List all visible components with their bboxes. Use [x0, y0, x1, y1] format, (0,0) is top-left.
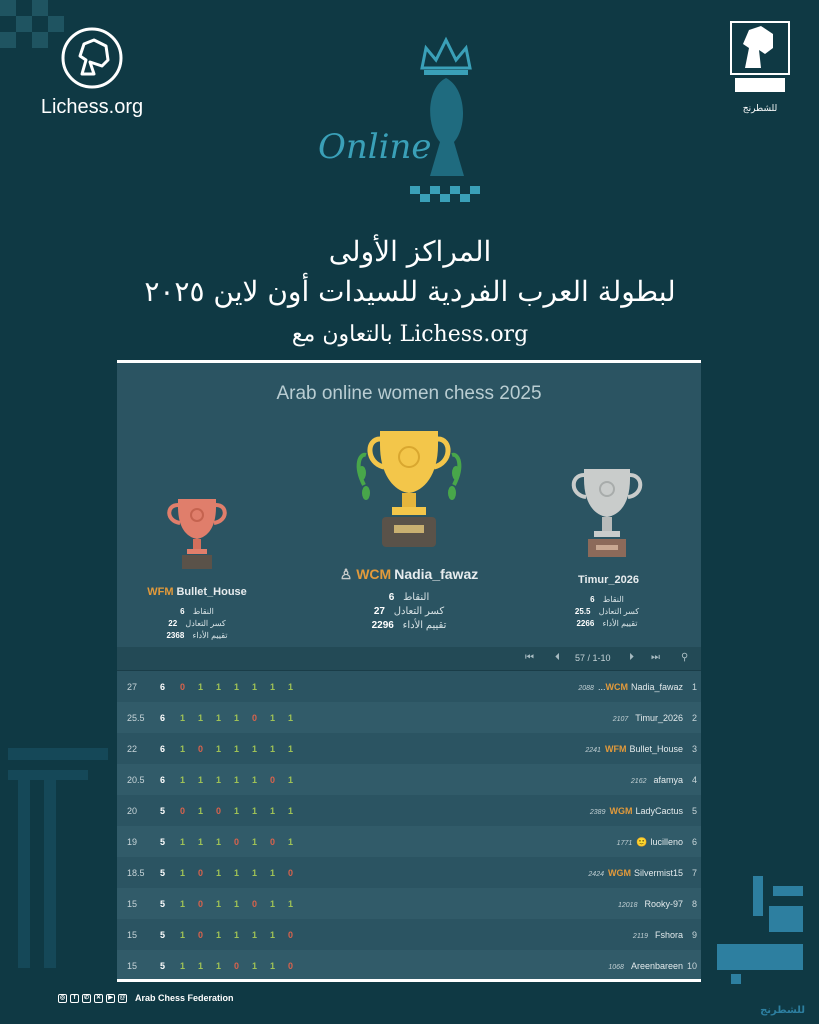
- score-cell: 5: [160, 837, 166, 847]
- points-label: النقاط: [192, 607, 214, 616]
- result-cell: 0: [270, 837, 276, 847]
- silver-trophy-icon: [562, 463, 652, 563]
- player-rating: 2119: [632, 933, 648, 940]
- result-cell: 0: [252, 899, 258, 909]
- result-cell: 1: [252, 837, 258, 847]
- result-cell: 1: [180, 930, 186, 940]
- player-name: LadyCactus: [635, 806, 683, 816]
- podium-first-name: [317, 566, 501, 583]
- player-cell[interactable]: [585, 744, 683, 754]
- podium-first-title: WCM: [356, 566, 392, 582]
- result-cell: 0: [180, 806, 186, 816]
- rank-cell: 5: [691, 806, 697, 816]
- player-cell[interactable]: [608, 961, 683, 971]
- player-name: Rooky-97: [644, 899, 683, 909]
- result-cell: 1: [252, 775, 258, 785]
- result-cell: 1: [216, 899, 222, 909]
- performance-label: تقييم الأداء: [192, 631, 228, 640]
- result-cell: 1: [234, 775, 240, 785]
- performance-value: 2368: [166, 631, 185, 640]
- score-cell: 5: [160, 868, 166, 878]
- rank-cell: 7: [691, 868, 697, 878]
- result-cell: 1: [288, 682, 294, 692]
- search-icon[interactable]: ⚲: [681, 652, 689, 663]
- result-cell: 1: [180, 961, 186, 971]
- result-cell: 1: [270, 868, 276, 878]
- result-cell: 1: [252, 930, 258, 940]
- podium-third-username: Bullet_House: [176, 586, 247, 598]
- points-value: 6: [388, 592, 395, 603]
- score-cell: 6: [160, 713, 166, 723]
- result-cell: 0: [198, 899, 204, 909]
- result-cell: 1: [252, 682, 258, 692]
- table-row[interactable]: [117, 950, 701, 981]
- table-row[interactable]: [117, 826, 701, 857]
- score-cell: 5: [160, 899, 166, 909]
- player-title: WCM: [605, 682, 628, 692]
- player-name: Nadia_fawaz: [630, 682, 683, 692]
- points-label: النقاط: [403, 592, 430, 603]
- result-cell: 1: [234, 806, 240, 816]
- result-cell: 1: [216, 837, 222, 847]
- performance-label: تقييم الأداء: [402, 620, 447, 631]
- result-cell: 1: [234, 930, 240, 940]
- results-cell: [180, 837, 306, 847]
- result-cell: 0: [234, 961, 240, 971]
- result-cell: 1: [198, 713, 204, 723]
- results-cell: [180, 806, 306, 816]
- rank-cell: 10: [686, 961, 697, 971]
- player-name: lucilleno: [650, 837, 683, 847]
- tournament-panel: [117, 360, 701, 982]
- results-cell: [180, 682, 306, 692]
- player-title: WGM: [609, 806, 633, 816]
- tiebreak-value: 22: [168, 619, 178, 628]
- results-cell: [180, 961, 306, 971]
- page-range: 57 / 1-10: [575, 653, 611, 663]
- result-cell: 1: [216, 930, 222, 940]
- score-cell: 6: [160, 775, 166, 785]
- result-cell: 1: [198, 837, 204, 847]
- result-cell: 1: [216, 713, 222, 723]
- result-cell: 1: [234, 713, 240, 723]
- next-page-icon[interactable]: ⏵: [629, 652, 634, 663]
- result-cell: 1: [216, 682, 222, 692]
- podium-first[interactable]: [317, 425, 501, 633]
- rank-cell: 8: [691, 899, 697, 909]
- results-cell: [180, 930, 306, 940]
- tournament-title: Arab online women chess 2025: [276, 383, 542, 404]
- table-row[interactable]: [117, 702, 701, 733]
- pawn-icon: ♙: [339, 566, 353, 582]
- podium-second[interactable]: [547, 463, 667, 630]
- youtube-icon[interactable]: ▶: [106, 994, 115, 1003]
- result-cell: 1: [180, 899, 186, 909]
- result-cell: 1: [216, 775, 222, 785]
- rank-cell: 2: [691, 713, 697, 723]
- result-cell: 1: [180, 837, 186, 847]
- result-cell: 1: [216, 868, 222, 878]
- result-cell: 1: [270, 961, 276, 971]
- tiebreak-cell: 15: [127, 961, 138, 971]
- result-cell: 1: [180, 713, 186, 723]
- podium-second-name: [547, 574, 667, 586]
- federation-name: Arab Chess Federation: [135, 993, 234, 1003]
- result-cell: 1: [270, 713, 276, 723]
- facebook-icon[interactable]: f: [70, 994, 79, 1003]
- svg-text:Online: Online: [318, 127, 432, 167]
- result-cell: 1: [288, 806, 294, 816]
- rank-cell: 9: [691, 930, 697, 940]
- federation-wordmark-icon: [713, 876, 805, 996]
- knight-icon: [60, 26, 124, 90]
- player-rating: 2424: [588, 871, 604, 878]
- results-cell: [180, 868, 306, 878]
- result-cell: 1: [180, 868, 186, 878]
- tiebreak-label: كسر التعادل: [393, 606, 445, 617]
- rank-cell: 3: [691, 744, 697, 754]
- table-row[interactable]: [117, 795, 701, 826]
- tiebreak-cell: 19: [127, 837, 138, 847]
- result-cell: 0: [216, 806, 222, 816]
- result-cell: 1: [288, 775, 294, 785]
- online-emblem: [318, 26, 498, 211]
- table-row[interactable]: [117, 671, 701, 702]
- tiebreak-cell: 20: [127, 806, 138, 816]
- player-name: Silvermist15: [633, 868, 683, 878]
- result-cell: 1: [234, 899, 240, 909]
- headline-line-3: بالتعاون مع Lichess.org: [291, 322, 529, 347]
- federation-knight-icon: [727, 18, 793, 100]
- podium-third-name: [137, 586, 257, 598]
- result-cell: 0: [180, 682, 186, 692]
- player-rating: 1068: [608, 964, 624, 971]
- standings-pager: [117, 647, 701, 671]
- player-rating: 2389: [589, 809, 606, 816]
- result-cell: 0: [252, 713, 258, 723]
- podium-first-username: Nadia_fawaz: [394, 566, 479, 582]
- result-cell: 1: [198, 961, 204, 971]
- table-row[interactable]: [117, 888, 701, 919]
- performance-value: 2266: [576, 619, 595, 628]
- points-label: النقاط: [602, 595, 624, 604]
- headline: [100, 232, 720, 354]
- headline-line-1: المراكز الأولى: [328, 235, 492, 268]
- player-rating: 2241: [585, 747, 601, 754]
- result-cell: 1: [270, 899, 276, 909]
- result-cell: 1: [252, 868, 258, 878]
- podium-third[interactable]: [137, 495, 257, 642]
- instagram-icon[interactable]: ◎: [59, 994, 66, 1001]
- table-row[interactable]: [117, 919, 701, 950]
- tiebreak-label: كسر التعادل: [185, 619, 226, 628]
- prev-page-icon[interactable]: ⏴: [555, 652, 560, 663]
- score-cell: 6: [160, 744, 166, 754]
- rank-cell: 6: [691, 837, 697, 847]
- gold-trophy-icon: [344, 425, 474, 555]
- tiebreak-value: 25.5: [574, 607, 591, 616]
- rank-cell: 1: [691, 682, 697, 692]
- lichess-logo: [32, 26, 152, 119]
- result-cell: 1: [198, 682, 204, 692]
- federation-caption: للشطرنج: [742, 104, 778, 114]
- result-cell: 0: [270, 775, 276, 785]
- player-name: Areenbareen: [630, 961, 683, 971]
- table-row[interactable]: [117, 857, 701, 888]
- player-rating: 12018: [618, 902, 638, 909]
- tiebreak-cell: 20.5: [127, 775, 145, 785]
- table-row[interactable]: [117, 733, 701, 764]
- results-cell: [180, 899, 306, 909]
- player-cell[interactable]: [633, 930, 683, 940]
- logo-watermark-left: [8, 748, 108, 968]
- podium-second-stats: [547, 594, 667, 630]
- queen-emblem-icon: [318, 26, 498, 211]
- result-cell: 1: [252, 744, 258, 754]
- tiebreak-cell: 27: [127, 682, 138, 692]
- result-cell: 1: [234, 868, 240, 878]
- score-cell: 5: [160, 961, 166, 971]
- performance-label: تقييم الأداء: [602, 619, 638, 628]
- result-cell: 1: [270, 682, 276, 692]
- result-cell: 1: [252, 961, 258, 971]
- player-cell[interactable]: [588, 868, 683, 878]
- result-cell: 1: [270, 744, 276, 754]
- player-cell[interactable]: [618, 899, 683, 909]
- score-cell: 5: [160, 806, 166, 816]
- results-cell: [180, 713, 306, 723]
- social-footer: [58, 993, 234, 1003]
- result-cell: 0: [198, 868, 204, 878]
- player-title: WGM: [607, 868, 631, 878]
- result-cell: 1: [216, 744, 222, 754]
- logo-watermark-right: [713, 876, 805, 1016]
- result-cell: 0: [288, 868, 294, 878]
- tiebreak-cell: 15: [127, 930, 138, 940]
- result-cell: 1: [288, 899, 294, 909]
- wordmark-caption: للشطرنج: [760, 1005, 805, 1016]
- points-value: 6: [180, 607, 185, 616]
- x-icon[interactable]: ✕: [95, 994, 102, 1001]
- results-cell: [180, 775, 306, 785]
- lichess-name: Lichess.org: [40, 96, 144, 118]
- player-cell[interactable]: [590, 806, 683, 816]
- player-name: afamya: [653, 775, 683, 785]
- player-prefix: ...: [597, 682, 606, 692]
- tiebreak-cell: 22: [127, 744, 138, 754]
- tiebreak-cell: 18.5: [127, 868, 145, 878]
- player-cell[interactable]: [631, 775, 683, 785]
- podium-second-username: Timur_2026: [578, 574, 639, 586]
- federation-logo: [727, 18, 793, 114]
- results-cell: [180, 744, 306, 754]
- result-cell: 1: [180, 744, 186, 754]
- result-cell: 0: [288, 961, 294, 971]
- player-cell[interactable]: [578, 682, 683, 692]
- player-cell[interactable]: [613, 713, 683, 723]
- result-cell: 1: [216, 961, 222, 971]
- bronze-trophy-icon: [162, 495, 232, 575]
- first-page-icon[interactable]: ⏮: [525, 652, 534, 663]
- result-cell: 0: [234, 837, 240, 847]
- result-cell: 1: [288, 837, 294, 847]
- rank-cell: 4: [691, 775, 697, 785]
- player-rating: 2162: [630, 778, 647, 785]
- result-cell: 1: [234, 682, 240, 692]
- result-cell: 0: [198, 930, 204, 940]
- table-row[interactable]: [117, 764, 701, 795]
- result-cell: 1: [270, 930, 276, 940]
- player-name: Bullet_House: [629, 744, 683, 754]
- result-cell: 0: [198, 744, 204, 754]
- result-cell: 1: [234, 744, 240, 754]
- player-name: Fshora: [654, 930, 683, 940]
- standings-table: [117, 671, 701, 981]
- whatsapp-icon[interactable]: ✆: [83, 994, 90, 1001]
- points-value: 6: [590, 595, 595, 604]
- performance-value: 2296: [371, 620, 394, 631]
- result-cell: 1: [252, 806, 258, 816]
- headline-line-2: لبطولة العرب الفردية للسيدات أون لاين ٢٠٢٥: [144, 275, 676, 308]
- tiebreak-value: 27: [373, 606, 385, 617]
- score-cell: 5: [160, 930, 166, 940]
- player-name: Timur_2026: [635, 713, 683, 723]
- player-rating: 2107: [612, 716, 629, 723]
- score-cell: 6: [160, 682, 166, 692]
- result-cell: 1: [198, 775, 204, 785]
- player-cell[interactable]: [617, 837, 683, 848]
- player-rating: 2088: [578, 685, 594, 692]
- threads-icon[interactable]: @: [119, 994, 126, 1001]
- result-cell: 0: [288, 930, 294, 940]
- result-cell: 1: [270, 806, 276, 816]
- result-cell: 1: [180, 775, 186, 785]
- result-cell: 1: [288, 744, 294, 754]
- result-cell: 1: [198, 806, 204, 816]
- podium-third-stats: [137, 606, 257, 642]
- player-title: WFM: [604, 744, 627, 754]
- player-prefix: 🙂: [636, 837, 648, 847]
- tiebreak-cell: 15: [127, 899, 138, 909]
- player-rating: 1771: [616, 840, 633, 847]
- podium-first-stats: [317, 591, 501, 633]
- result-cell: 1: [288, 713, 294, 723]
- last-page-icon[interactable]: ⏭: [651, 652, 660, 663]
- tiebreak-label: كسر التعادل: [598, 607, 640, 616]
- podium-third-title: WFM: [147, 586, 174, 598]
- tiebreak-cell: 25.5: [127, 713, 145, 723]
